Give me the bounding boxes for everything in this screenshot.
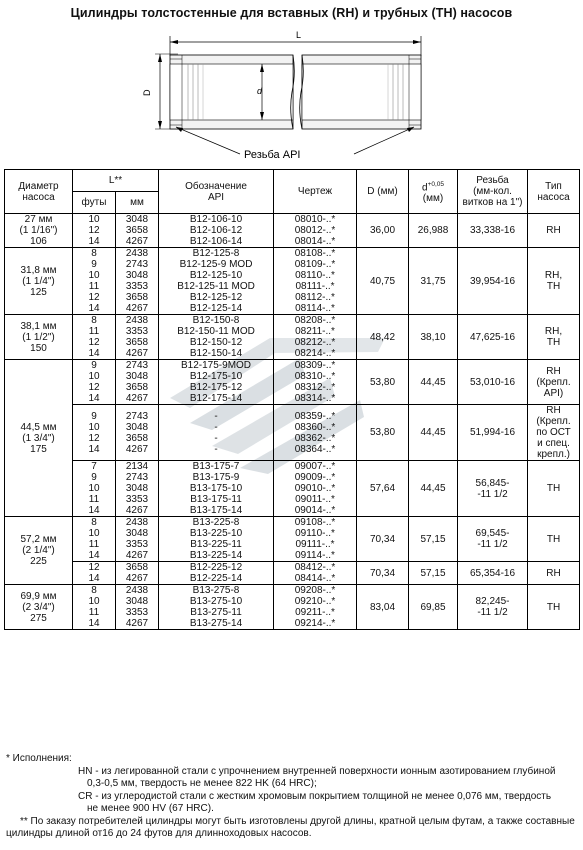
header-d-tolerance: +0,05 xyxy=(427,180,445,188)
header-designation: Обозначение API xyxy=(159,170,274,214)
cell-d: 57,15 xyxy=(409,562,458,585)
page-title: Цилиндры толстостенные для вставных (RH) и трубных (TH) насосов xyxy=(70,6,513,20)
cell-mm: 3048 3658 4267 xyxy=(116,214,159,248)
cell-type: RH (Крепл. по ОСТ и спец. крепл.) xyxy=(528,405,580,461)
cell-feet: 12 14 xyxy=(73,562,116,585)
thread-label: Резьба API xyxy=(244,149,301,161)
cell-thread: 39,954-16 xyxy=(458,248,528,315)
cell-drawing: 08010-..* 08012-..* 08014-..* xyxy=(274,214,357,248)
note-length: ** По заказу потребителей цилиндры могут быть изготовлены другой длины, кратной целым футам, а также составные xyxy=(20,815,575,827)
cell-mm: 3658 4267 xyxy=(116,562,159,585)
header-D: D (мм) xyxy=(357,170,409,214)
cell-api: B12-175-9MOD B12-175-10 B12-175-12 B12-175-14 xyxy=(159,360,274,405)
header-feet: футы xyxy=(73,192,116,214)
cell-type: RH, TH xyxy=(528,248,580,315)
cell-thread: 56,845- -11 1/2 xyxy=(458,461,528,517)
table-row xyxy=(5,461,580,517)
cell-api: B13-275-8 B13-275-10 B13-275-11 B13-275-14 xyxy=(159,585,274,630)
cell-d: 57,15 xyxy=(409,517,458,562)
cell-diameter: 38,1 мм (1 1/2") 150 xyxy=(5,315,73,360)
cell-D: 40,75 xyxy=(357,248,409,315)
note-length-cont: цилиндры длиной от16 до 24 футов для длинноходовых насосов. xyxy=(6,828,312,839)
table-row xyxy=(5,315,580,360)
cell-thread: 65,354-16 xyxy=(458,562,528,585)
cell-diameter: 69,9 мм (2 3/4") 275 xyxy=(5,585,73,630)
cell-api: B12-125-8 B12-125-9 MOD B12-125-10 B12-125-11 MOD B12-125-12 B12-125-14 xyxy=(159,248,274,315)
dim-D-label: D xyxy=(142,89,152,96)
header-d xyxy=(409,170,458,214)
cell-mm: 2438 3353 3658 4267 xyxy=(116,315,159,360)
cell-type: RH (Крепл. API) xyxy=(528,360,580,405)
cell-type: TH xyxy=(528,517,580,562)
cell-feet: 8 9 10 11 12 14 xyxy=(73,248,116,315)
note-variants-title: * Исполнения: xyxy=(6,753,72,764)
cell-diameter: 44,5 мм (1 3/4") 175 xyxy=(5,360,73,517)
cell-mm: 2134 2743 3048 3353 4267 xyxy=(116,461,159,517)
cell-drawing: 09208-..* 09210-..* 09211-..* 09214-..* xyxy=(274,585,357,630)
cell-d: 44,45 xyxy=(409,405,458,461)
cell-feet: 8 10 11 14 xyxy=(73,517,116,562)
note-cr: CR - из углеродистой стали с жестким хромовым покрытием толщиной не менее 0,076 мм, твердость xyxy=(78,790,552,802)
cell-drawing: 08412-..* 08414-..* xyxy=(274,562,357,585)
header-length: L** xyxy=(73,170,159,192)
cell-d: 26,988 xyxy=(409,214,458,248)
cell-D: 48,42 xyxy=(357,315,409,360)
cell-d: 44,45 xyxy=(409,461,458,517)
cell-api: B12-225-12 B12-225-14 xyxy=(159,562,274,585)
cell-mm: 2743 3048 3658 4267 xyxy=(116,405,159,461)
cell-d: 69,85 xyxy=(409,585,458,630)
cell-api: B12-150-8 B12-150-11 MOD B12-150-12 B12-150-14 xyxy=(159,315,274,360)
cell-feet: 8 11 12 14 xyxy=(73,315,116,360)
cell-thread: 69,545- -11 1/2 xyxy=(458,517,528,562)
cell-mm: 2438 2743 3048 3353 3658 4267 xyxy=(116,248,159,315)
cell-D: 53,80 xyxy=(357,405,409,461)
cell-mm: 2438 3048 3353 4267 xyxy=(116,517,159,562)
cell-type: TH xyxy=(528,585,580,630)
cell-thread: 33,338-16 xyxy=(458,214,528,248)
cell-type: RH xyxy=(528,562,580,585)
cell-feet: 9 10 12 14 xyxy=(73,405,116,461)
table-row xyxy=(5,405,580,461)
cell-diameter: 31,8 мм (1 1/4") 125 xyxy=(5,248,73,315)
cell-api: B12-106-10 B12-106-12 B12-106-14 xyxy=(159,214,274,248)
cell-d: 38,10 xyxy=(409,315,458,360)
cell-d: 31,75 xyxy=(409,248,458,315)
dim-d-label: d xyxy=(257,86,263,96)
table-row xyxy=(5,214,580,248)
cell-thread: 53,010-16 xyxy=(458,360,528,405)
cell-thread: 47,625-16 xyxy=(458,315,528,360)
table-row xyxy=(5,517,580,562)
cell-drawing: 09108-..* 09110-..* 09111-..* 09114-..* xyxy=(274,517,357,562)
cell-drawing: 08208-..* 08211-..* 08212-..* 08214-..* xyxy=(274,315,357,360)
header-drawing: Чертеж xyxy=(274,170,357,214)
cell-api: B13-175-7 B13-175-9 B13-175-10 B13-175-11 B13-175-14 xyxy=(159,461,274,517)
header-diameter: Диаметр насоса xyxy=(5,170,73,214)
table-row xyxy=(5,360,580,405)
cell-mm: 2438 3048 3353 4267 xyxy=(116,585,159,630)
header-mm: мм xyxy=(116,192,159,214)
cell-diameter: 27 мм (1 1/16") 106 xyxy=(5,214,73,248)
cell-D: 70,34 xyxy=(357,562,409,585)
footnotes xyxy=(6,753,580,841)
cell-drawing: 09007-..* 09009-..* 09010-..* 09011-..* 09014-..* xyxy=(274,461,357,517)
table-row xyxy=(5,562,580,585)
cell-feet: 7 9 10 11 14 xyxy=(73,461,116,517)
dim-L-label: L xyxy=(296,30,302,40)
cell-api: - - - - xyxy=(159,405,274,461)
cell-type: RH xyxy=(528,214,580,248)
cell-d: 44,45 xyxy=(409,360,458,405)
cell-thread: 51,994-16 xyxy=(458,405,528,461)
cell-thread: 82,245- -11 1/2 xyxy=(458,585,528,630)
cell-api: B13-225-8 B13-225-10 B13-225-11 B13-225-14 xyxy=(159,517,274,562)
table-row xyxy=(5,585,580,630)
cell-D: 70,34 xyxy=(357,517,409,562)
cell-mm: 2743 3048 3658 4267 xyxy=(116,360,159,405)
cell-feet: 9 10 12 14 xyxy=(73,360,116,405)
table-row xyxy=(5,248,580,315)
cell-feet: 8 10 11 14 xyxy=(73,585,116,630)
cylinder-drawing xyxy=(0,24,583,169)
spec-table xyxy=(4,169,580,630)
cell-D: 53,80 xyxy=(357,360,409,405)
cell-D: 36,00 xyxy=(357,214,409,248)
note-cr-cont: не менее 900 HV (67 HRC). xyxy=(87,803,214,814)
cell-type: TH xyxy=(528,461,580,517)
header-d-symbol: d xyxy=(422,182,428,194)
cell-drawing: 08108-..* 08109-..* 08110-..* 08111-..* 08112-..* 08114-..* xyxy=(274,248,357,315)
header-d-unit: (мм) xyxy=(422,193,444,205)
note-hn: HN - из легированной стали с упрочнением внутренней поверхности ионным азотированием глубиной xyxy=(78,765,556,777)
cell-feet: 10 12 14 xyxy=(73,214,116,248)
cell-D: 83,04 xyxy=(357,585,409,630)
cell-D: 57,64 xyxy=(357,461,409,517)
cell-type: RH, TH xyxy=(528,315,580,360)
note-hn-cont: 0,3-0,5 мм, твердость не менее 822 HK (64 HRC); xyxy=(87,778,317,789)
header-thread: Резьба (мм-кол. витков на 1") xyxy=(458,170,528,214)
cell-drawing: 08359-..* 08360-..* 08362-..* 08364-..* xyxy=(274,405,357,461)
cell-drawing: 08309-..* 08310-..* 08312-..* 08314-..* xyxy=(274,360,357,405)
header-type: Тип насоса xyxy=(528,170,580,214)
cell-diameter: 57,2 мм (2 1/4") 225 xyxy=(5,517,73,585)
